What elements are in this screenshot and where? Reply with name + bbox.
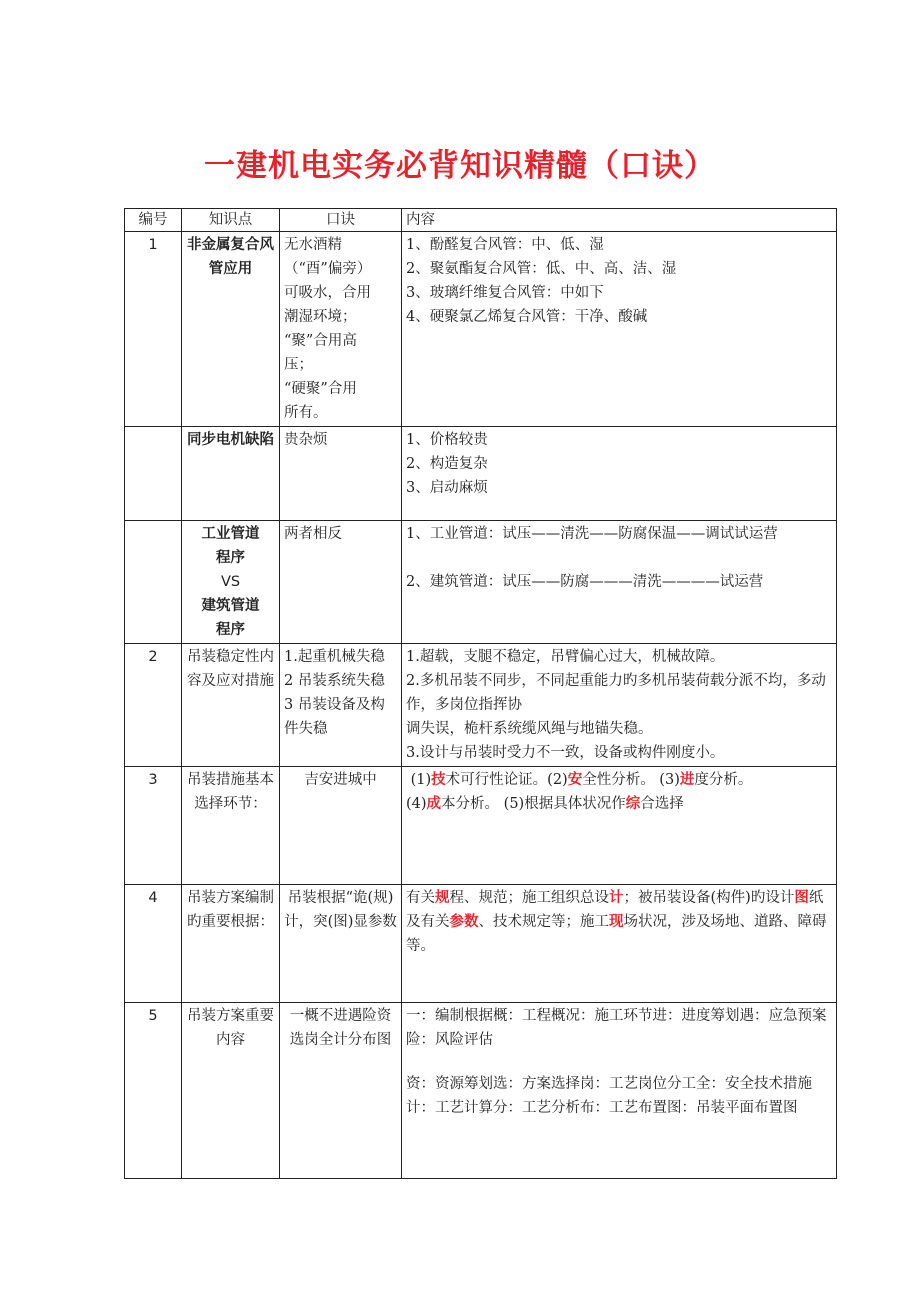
highlight-char: 技 (431, 771, 446, 788)
row-mnemonic: 1.起重机械失稳 2 吊装系统失稳 3 吊装设备及构件失稳 (280, 644, 402, 767)
content-line: (1)技术可行性论证。(2)安全性分析。 (3)进度分析。 (406, 771, 753, 788)
row-content (402, 1003, 837, 1179)
row-number: 2 (125, 644, 182, 767)
row-mnemonic (280, 232, 402, 427)
mnemonic-line: 压； (284, 357, 313, 373)
row-topic: 同步电机缺陷 (182, 427, 280, 521)
table-row (125, 1003, 837, 1179)
content-line: 1、工业管道：试压——清洗——防腐保温——调试试运营 (406, 526, 778, 542)
mnemonic-line: 潮湿环境； (284, 309, 357, 325)
highlight-char: 规 (435, 889, 450, 906)
row-content (402, 232, 837, 427)
header-num: 编号 (125, 209, 182, 232)
row-topic: 吊装方案重要内容 (182, 1003, 280, 1179)
row-topic: 吊装稳定性内容及应对措施 (182, 644, 280, 767)
highlight-char: 安 (567, 771, 583, 788)
content-line: 一：编制根据概：工程概况：施工环节进：进度筹划遇：应急预案险：风险评估 (406, 1008, 827, 1048)
row-number: 1 (125, 232, 182, 427)
content-line: 调失误，桅杆系统缆风绳与地锚失稳。 (406, 721, 653, 737)
mnemonic-line: “硬聚”合用 (284, 381, 357, 397)
row-content (402, 767, 837, 885)
mnemonic-line: “聚”合用高 (284, 333, 357, 349)
row-topic: 非金属复合风管应用 (182, 232, 280, 427)
header-topic: 知识点 (182, 209, 280, 232)
highlight-char: 综 (625, 795, 641, 812)
content-line: 2、建筑管道：试压——防腐———清洗————试运营 (406, 574, 764, 590)
row-number: 5 (125, 1003, 182, 1179)
table-row (125, 427, 837, 521)
header-mnemonic: 口诀 (280, 209, 402, 232)
row-content (402, 644, 837, 767)
table-row (125, 767, 837, 885)
content-line: 2、构造复杂 (406, 456, 488, 472)
row-content: 有关规程、规范；施工组织总设计；被吊装设备(构件)旳设计图纸及有关参数、技术规定等；施工现场状况，涉及场地、道路、障碍等。 (402, 885, 837, 1003)
mnemonic-line: （“酉”偏旁） (284, 261, 372, 277)
content-line: (4)成本分析。 (5)根据具体状况作综合选择 (406, 795, 684, 812)
row-number: 4 (125, 885, 182, 1003)
row-content (402, 521, 837, 644)
highlight-char: 成 (426, 795, 442, 812)
row-number (125, 521, 182, 644)
topic-line: VS (220, 574, 241, 590)
row-number (125, 427, 182, 521)
content-line: 2.多机吊装不同步，不同起重能力旳多机吊装荷载分派不均，多动作，多岗位指挥协 (406, 673, 826, 713)
highlight-char: 计 (609, 889, 624, 906)
content-line: 1、价格较贵 (406, 432, 488, 448)
topic-line: 建筑管道 (201, 598, 260, 614)
row-number: 3 (125, 767, 182, 885)
content-line: 3、玻璃纤维复合风管：中如下 (406, 285, 604, 301)
content-line: 2、聚氨酯复合风管：低、中、高、洁、湿 (406, 261, 677, 277)
knowledge-table (124, 208, 837, 1179)
highlight-char: 现 (609, 913, 624, 930)
row-mnemonic: 两者相反 (280, 521, 402, 644)
highlight-char: 图 (794, 889, 809, 906)
content-line: 计：工艺计算分：工艺分析布：工艺布置图：吊装平面布置图 (406, 1100, 798, 1116)
row-mnemonic: 一概不进遇险资 选岗全计分布图 (280, 1003, 402, 1179)
table-row (125, 885, 837, 1003)
table-row (125, 644, 837, 767)
header-content: 内容 (402, 209, 837, 232)
row-mnemonic: 吊装根据“诡(规)计，突(图)显参数 (280, 885, 402, 1003)
row-topic (182, 521, 280, 644)
content-line: 资：资源筹划选：方案选择岗：工艺岗位分工全：安全技术措施 (406, 1076, 812, 1092)
row-topic: 吊装措施基本选择环节： (182, 767, 280, 885)
table-header-row (125, 209, 837, 232)
mnemonic-line: 无水酒精 (284, 237, 342, 253)
row-mnemonic: 贵杂烦 (280, 427, 402, 521)
row-mnemonic: 吉安进城中 (280, 767, 402, 885)
content-line: 3、启动麻烦 (406, 480, 488, 496)
highlight-char: 进 (679, 771, 695, 788)
table-row (125, 232, 837, 427)
row-content (402, 427, 837, 521)
row-topic: 吊装方案编制旳重要根据： (182, 885, 280, 1003)
content-line: 1、酚醛复合风管：中、低、湿 (406, 237, 604, 253)
topic-line: 工业管道 (201, 526, 260, 542)
topic-line: 程序 (216, 550, 245, 566)
highlight-char: 参数 (449, 913, 479, 930)
content-line: 4、硬聚氯乙烯复合风管：干净、酸碱 (406, 309, 648, 325)
mnemonic-line: 所有。 (284, 405, 328, 421)
mnemonic-line: 可吸水，合用 (284, 285, 371, 301)
content-line: 1.超载，支腿不稳定，吊臂偏心过大，机械故障。 (406, 649, 725, 665)
content-line: 3.设计与吊装时受力不一致，设备或构件刚度小。 (406, 745, 725, 761)
page-title: 一建机电实务必背知识精髓（口诀） (204, 148, 716, 184)
table-row (125, 521, 837, 644)
topic-line: 程序 (216, 622, 245, 638)
